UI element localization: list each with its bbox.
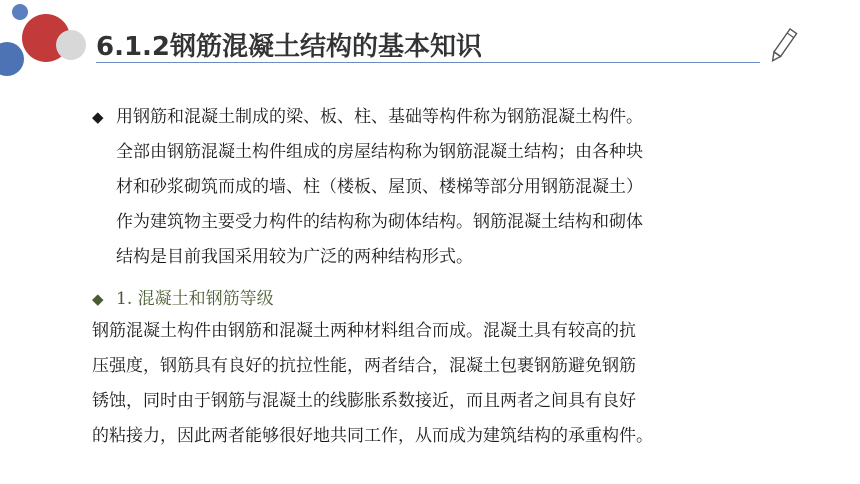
decorative-circle-blue-large — [0, 42, 24, 76]
slide-title: 6.1.2钢筋混凝土结构的基本知识 — [96, 32, 483, 62]
paragraph-line: 压强度，钢筋具有良好的抗拉性能，两者结合，混凝土包裹钢筋避免钢筋 — [92, 356, 636, 376]
paragraph-line: ◆ 用钢筋和混凝土制成的梁、板、柱、基础等构件称为钢筋混凝土构件。 — [92, 100, 732, 135]
paragraph-line: 全部由钢筋混凝土构件组成的房屋结构称为钢筋混凝土结构；由各种块 — [116, 142, 643, 162]
paragraph-concrete-steel — [92, 314, 732, 454]
decorative-circle-grey — [56, 30, 86, 60]
paragraph-line: 结构是目前我国采用较为广泛的两种结构形式。 — [116, 247, 473, 267]
diamond-bullet-icon: ◆ — [92, 290, 104, 308]
paragraph-line: 材和砂浆砌筑而成的墙、柱（楼板、屋顶、楼梯等部分用钢筋混凝土） — [116, 177, 643, 197]
pencil-icon — [766, 26, 800, 66]
paragraph-line: 钢筋混凝土构件由钢筋和混凝土两种材料组合而成。混凝土具有较高的抗 — [92, 321, 636, 341]
subheading-text: 1. 混凝土和钢筋等级 — [116, 289, 274, 309]
decorative-circle-blue-small — [12, 4, 28, 20]
diamond-bullet-icon: ◆ — [92, 108, 104, 126]
paragraph-definition — [92, 100, 732, 275]
paragraph-line: 锈蚀，同时由于钢筋与混凝土的线膨胀系数接近，而且两者之间具有良好 — [92, 391, 636, 411]
paragraph-line: 的粘接力，因此两者能够很好地共同工作，从而成为建筑结构的承重构件。 — [92, 426, 653, 446]
title-underline — [96, 62, 760, 63]
subheading — [92, 284, 274, 309]
paragraph-line: 作为建筑物主要受力构件的结构称为砌体结构。钢筋混凝土结构和砌体 — [116, 212, 643, 232]
